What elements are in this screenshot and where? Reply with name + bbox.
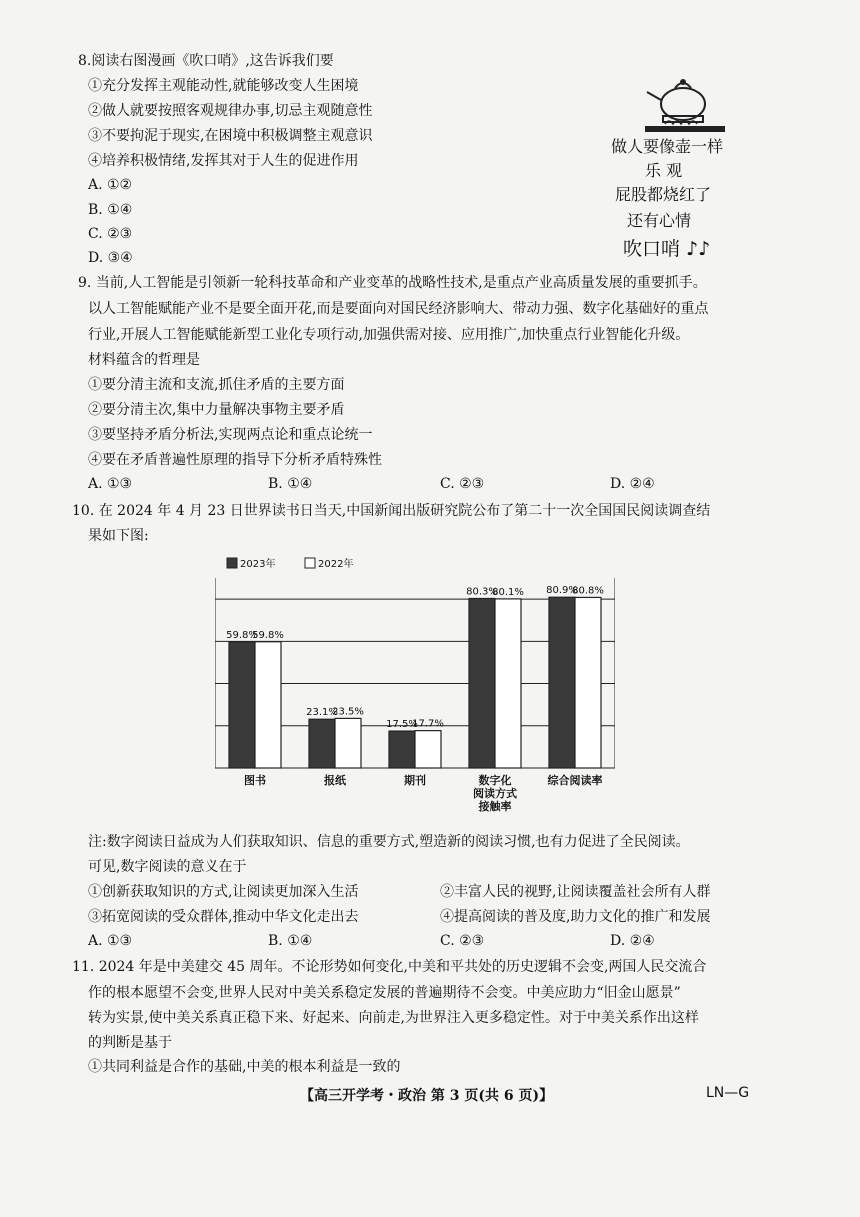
q9-option-c: C. ②③ <box>440 476 485 492</box>
bar <box>335 718 361 768</box>
data-label: 59.8% <box>252 629 284 641</box>
q8-item-3: ③不要拘泥于现实,在困境中积极调整主观意识 <box>88 128 373 144</box>
q10-option-a: A. ①③ <box>88 933 133 949</box>
q10-item-1: ①创新获取知识的方式,让阅读更加深入生活 <box>88 884 359 900</box>
q8-stem: 8.阅读右图漫画《吹口哨》,这告诉我们要 <box>78 53 334 69</box>
cartoon-line-4: 还有心情 <box>627 211 692 230</box>
data-label: 23.1% <box>306 707 338 719</box>
bar <box>575 597 601 768</box>
category-label: 阅读方式 <box>473 787 517 800</box>
q8-item-4: ④培养积极情绪,发挥其对于人生的促进作用 <box>88 153 359 169</box>
bar <box>495 599 521 768</box>
category-label: 报纸 <box>324 774 346 787</box>
legend-label: 2023年 <box>240 559 276 570</box>
legend-swatch <box>227 558 237 568</box>
category-label: 综合阅读率 <box>547 774 603 787</box>
data-label: 59.8% <box>226 629 258 641</box>
q9-option-d: D. ②④ <box>610 476 655 492</box>
q10-note-line-2: 可见,数字阅读的意义在于 <box>88 859 247 875</box>
q9-line-2: 以人工智能赋能产业不是要全面开花,而是要面向对国民经济影响大、带动力强、数字化基础好的重点 <box>88 301 709 317</box>
q11-line-2: 作的根本愿望不会变,世界人民对中美关系稳定发展的普遍期待不会变。中美应助力“旧金山愿景” <box>88 985 681 1001</box>
data-label: 23.5% <box>332 706 364 718</box>
q10-option-b: B. ①④ <box>268 933 313 949</box>
q11-line-4: 的判断是基于 <box>88 1035 172 1051</box>
category-label: 接触率 <box>478 800 512 813</box>
bar <box>415 731 441 768</box>
q10-note-line-1: 注:数字阅读日益成为人们获取知识、信息的重要方式,塑造新的阅读习惯,也有力促进了全民阅读。 <box>88 834 690 850</box>
q9-item-4: ④要在矛盾普遍性原理的指导下分析矛盾特殊性 <box>88 452 382 468</box>
q9-option-b: B. ①④ <box>268 476 313 492</box>
cartoon-line-5: 吹口哨 ♪♪ <box>623 238 711 260</box>
q10-option-d: D. ②④ <box>610 933 655 949</box>
q10-item-2: ②丰富人民的视野,让阅读覆盖社会所有人群 <box>440 884 711 900</box>
q8-item-2: ②做人就要按照客观规律办事,切忌主观随意性 <box>88 103 373 119</box>
category-label: 数字化 <box>478 774 512 787</box>
q11-line-5: ①共同利益是合作的基础,中美的根本利益是一致的 <box>88 1059 401 1075</box>
q9-line-3: 行业,开展人工智能赋能新型工业化专项行动,加强供需对接、应用推广,加快重点行业智能化升级。 <box>88 327 690 343</box>
q9-line-4: 材料蕴含的哲理是 <box>88 352 200 368</box>
kettle-drawing <box>605 70 765 140</box>
q9-line-1: 9. 当前,人工智能是引领新一轮科技革命和产业变革的战略性技术,是重点产业高质量发展的重要抓手。 <box>78 275 707 291</box>
paper-code: LN—G <box>706 1085 750 1101</box>
q9-option-a: A. ①③ <box>88 476 133 492</box>
data-label: 80.9% <box>546 585 578 597</box>
page-footer: 【高三开学考・政治 第 3 页(共 6 页)】 <box>300 1088 554 1104</box>
bar <box>549 597 575 768</box>
cartoon-line-2: 乐 观 <box>645 161 683 180</box>
q11-line-1: 11. 2024 年是中美建交 45 周年。不论形势如何变化,中美和平共处的历史逻辑不会变,两国人民交流合 <box>72 959 707 975</box>
category-label: 期刊 <box>404 774 426 787</box>
data-label: 80.8% <box>572 585 604 597</box>
q10-line-1: 10. 在 2024 年 4 月 23 日世界读书日当天,中国新闻出版研究院公布了第二十一次全国国民阅读调查结 <box>72 503 711 519</box>
q9-item-3: ③要坚持矛盾分析法,实现两点论和重点论统一 <box>88 427 373 443</box>
q10-option-c: C. ②③ <box>440 933 485 949</box>
bar <box>255 642 281 768</box>
q8-option-b: B. ①④ <box>88 202 133 218</box>
category-label: 图书 <box>244 774 266 787</box>
q8-item-1: ①充分发挥主观能动性,就能够改变人生困境 <box>88 78 359 94</box>
cartoon-whistle <box>605 70 765 260</box>
q9-item-1: ①要分清主流和支流,抓住矛盾的主要方面 <box>88 377 345 393</box>
data-label: 80.1% <box>492 586 524 598</box>
legend-label: 2022年 <box>318 559 354 570</box>
legend-swatch <box>305 558 315 568</box>
q9-item-2: ②要分清主次,集中力量解决事物主要矛盾 <box>88 402 345 418</box>
bar <box>309 719 335 768</box>
data-label: 17.7% <box>412 718 444 730</box>
data-label: 80.3% <box>466 586 498 598</box>
cartoon-line-1: 做人要像壶一样 <box>611 137 724 156</box>
data-label: 17.5% <box>386 719 418 731</box>
bar <box>389 731 415 768</box>
q10-line-2: 果如下图: <box>88 528 149 544</box>
q11-line-3: 转为实景,使中美关系真正稳下来、好起来、向前走,为世界注入更多稳定性。对于中美关系作出这样 <box>88 1010 699 1026</box>
bar <box>469 598 495 768</box>
q8-option-c: C. ②③ <box>88 226 133 242</box>
q8-option-d: D. ③④ <box>88 250 133 266</box>
reading-survey-bar-chart <box>215 548 615 828</box>
q10-item-3: ③拓宽阅读的受众群体,推动中华文化走出去 <box>88 909 359 925</box>
q10-item-4: ④提高阅读的普及度,助力文化的推广和发展 <box>440 909 711 925</box>
cartoon-line-3: 屁股都烧红了 <box>615 185 712 204</box>
bar <box>229 642 255 768</box>
q8-option-a: A. ①② <box>88 177 133 193</box>
